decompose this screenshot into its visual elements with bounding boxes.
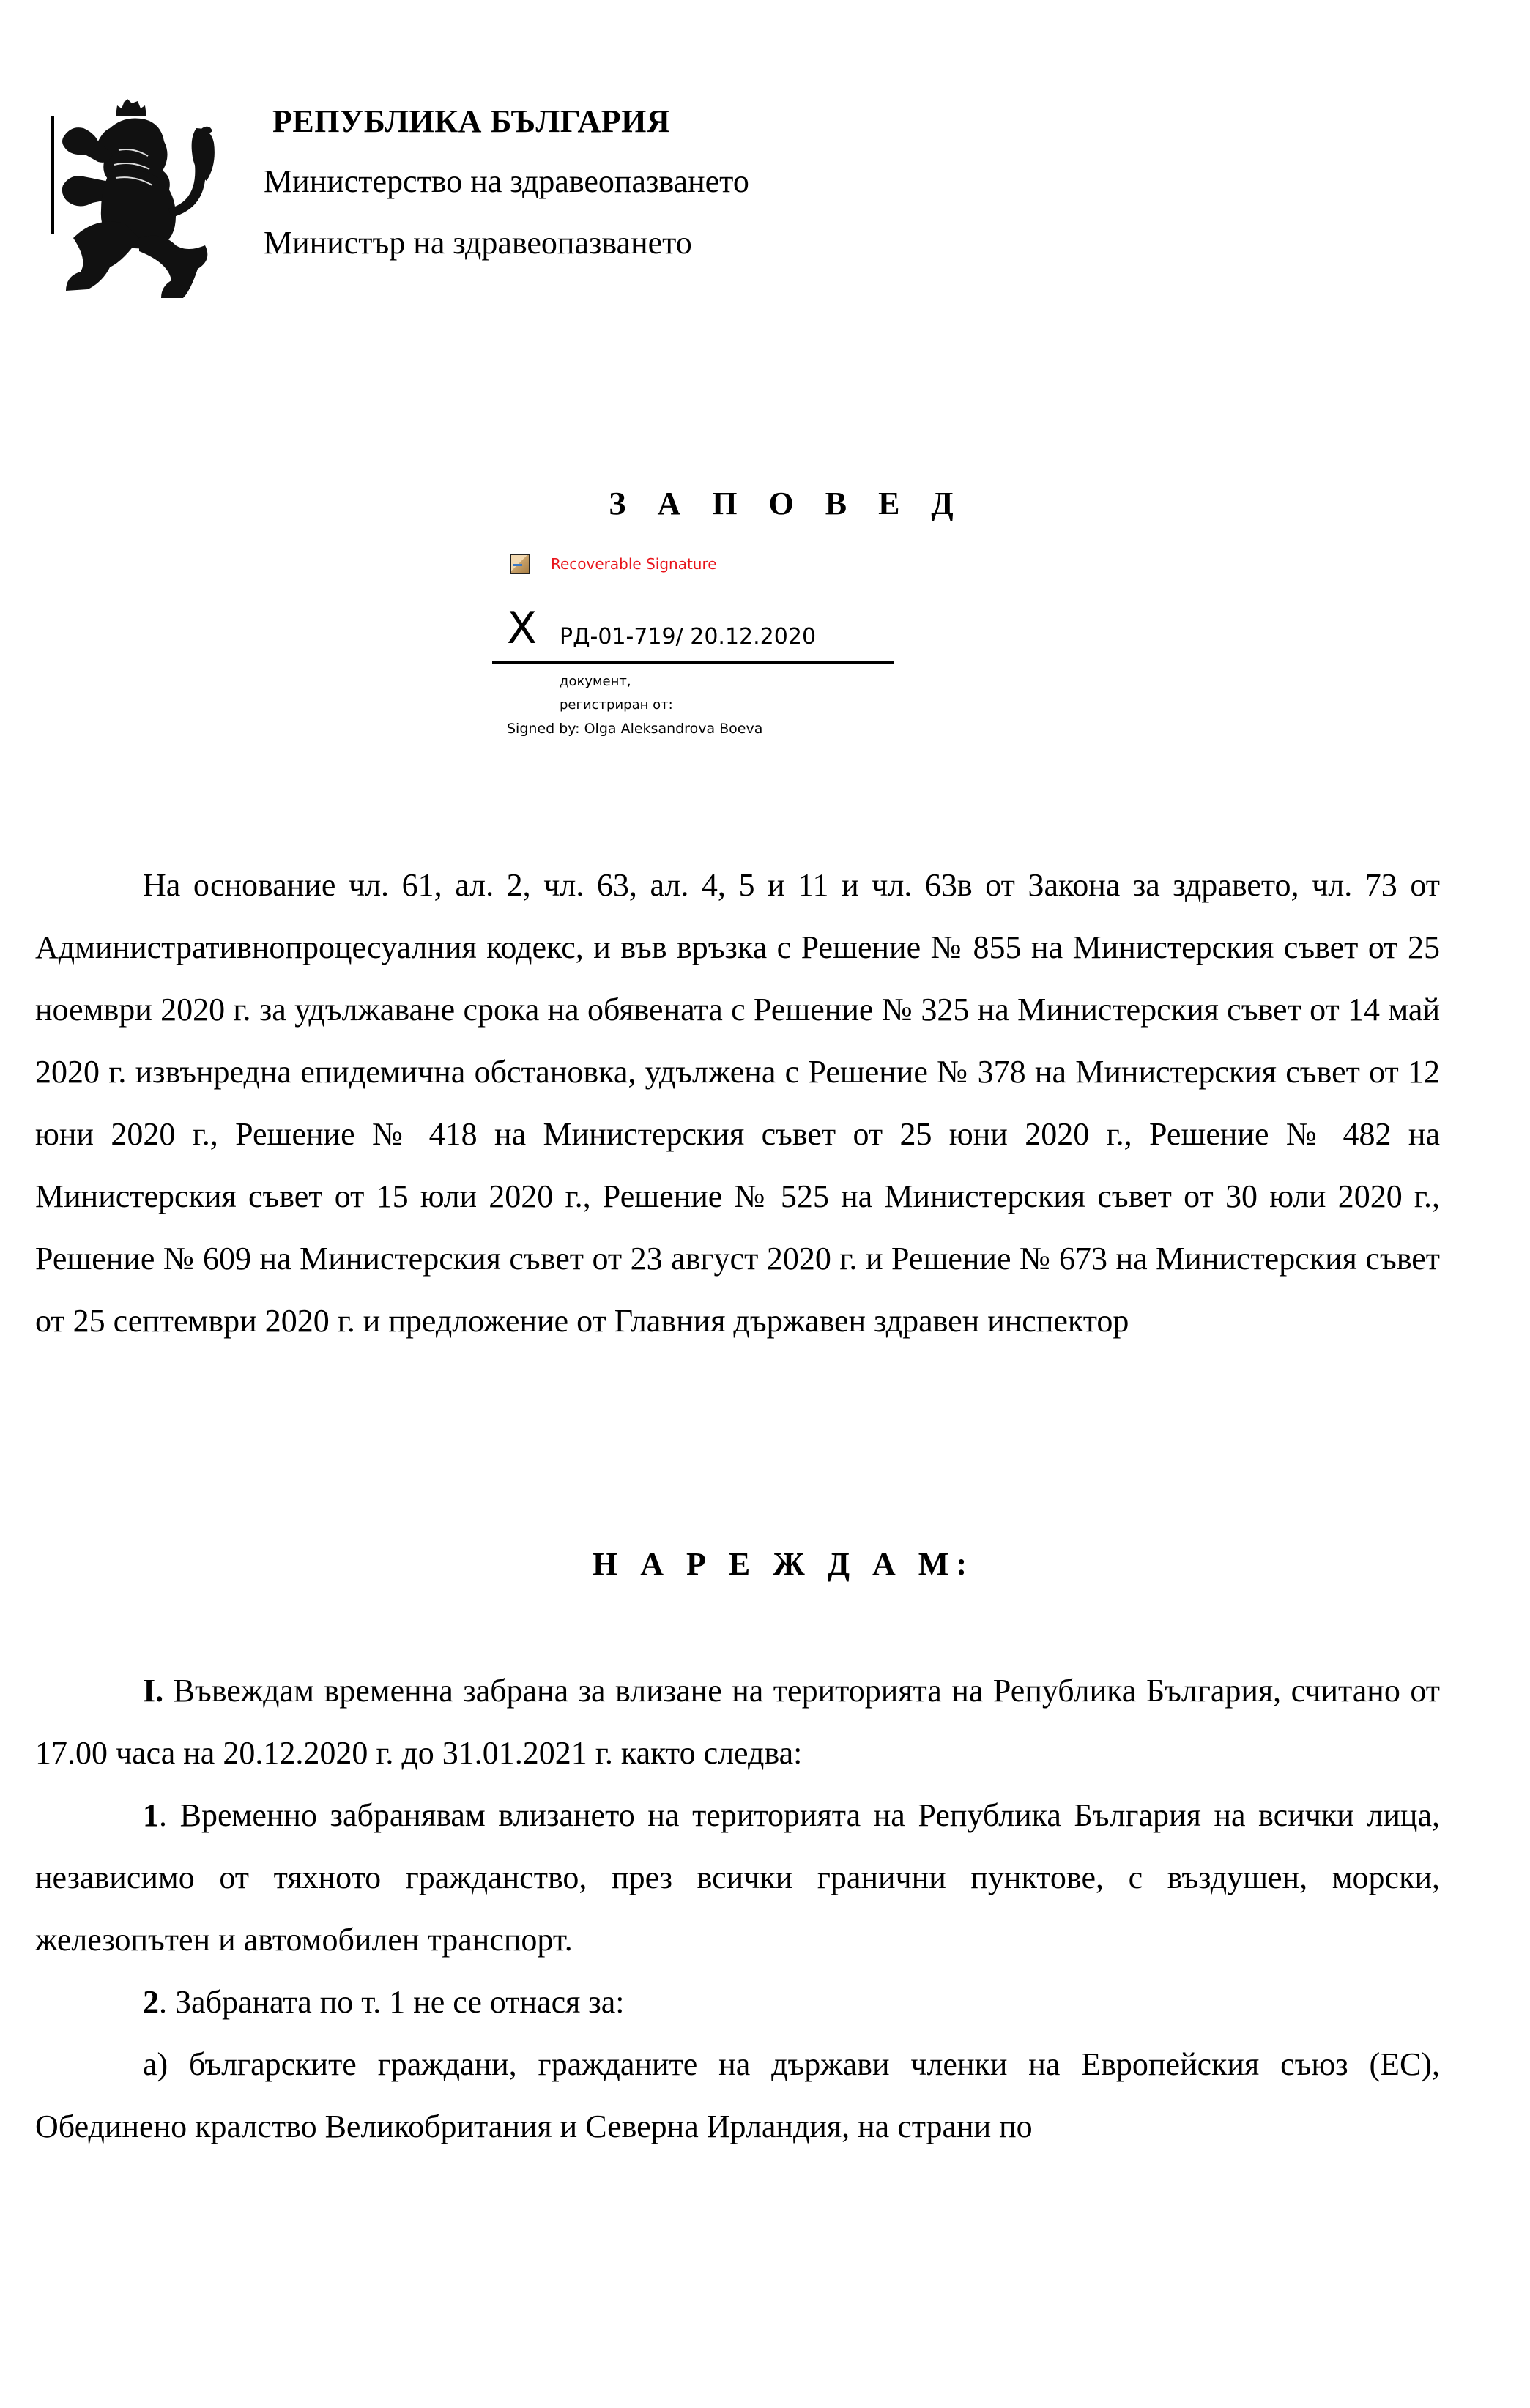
header-ministry: Министерство на здравеопазването bbox=[264, 163, 749, 199]
order-text: . Забраната по т. 1 не се отнася за: bbox=[159, 1984, 625, 2020]
order-item-2a bbox=[35, 2033, 1440, 2158]
order-marker: I. bbox=[143, 1673, 164, 1709]
signature-image-icon bbox=[510, 554, 530, 574]
header-country: РЕПУБЛИКА БЪЛГАРИЯ bbox=[272, 103, 671, 139]
order-text: Въвеждам временна забрана за влизане на територията на Република България, считано от 17.00 часа на 20.12.2020 г. до 31.01.2021 г. както следва: bbox=[35, 1673, 1440, 1771]
document-title: З А П О В Е Д bbox=[609, 486, 965, 521]
signature-line bbox=[492, 661, 894, 664]
signature-status: Recoverable Signature bbox=[551, 555, 717, 573]
order-marker: 1 bbox=[143, 1797, 159, 1833]
signature-mark: X bbox=[507, 603, 538, 654]
order-item-2 bbox=[35, 1971, 1440, 2033]
header-minister: Министър на здравеопазването bbox=[264, 225, 692, 261]
emblem-divider bbox=[51, 116, 54, 234]
document-number: РД-01-719/ 20.12.2020 bbox=[560, 624, 817, 650]
signature-caption-document: документ, bbox=[560, 674, 631, 689]
order-marker: 2 bbox=[143, 1984, 159, 2020]
coat-of-arms-lion-icon bbox=[59, 99, 216, 300]
signature-caption-registered: регистриран от: bbox=[560, 697, 673, 713]
order-text: . Временно забранявам влизането на територията на Република България на всички лица, независимо от тяхното гражданство, през всички гранични пунктове, с въздушен, морски, железопътен и автомобилен транспорт. bbox=[35, 1797, 1440, 1958]
order-item-I bbox=[35, 1660, 1440, 1784]
digital-signature-block[interactable] bbox=[492, 548, 894, 747]
signed-by: Signed by: Olga Aleksandrova Boeva bbox=[507, 721, 763, 737]
order-item-1 bbox=[35, 1784, 1440, 1971]
basis-section bbox=[35, 854, 1440, 1352]
order-text: а) българските граждани, гражданите на държави членки на Европейския съюз (ЕС), Обединено кралство Великобритания и Северна Ирландия, на страни по bbox=[35, 2046, 1440, 2144]
order-heading: Н А Р Е Ж Д А М: bbox=[593, 1546, 974, 1582]
basis-paragraph: На основание чл. 61, ал. 2, чл. 63, ал. 4, 5 и 11 и чл. 63в от Закона за здравето, чл. 73 от Административнопроцесуалния кодекс, и във връзка с Решение № 855 на Министерския съвет от 25 ноември 2020 г. за удължаване срока на обявената с Решение № 325 на Министерския съвет от 14 май 2020 г. извънредна епидемична обстановка, удължена с Решение № 378 на Министерския съвет от 12 юни 2020 г., Решение № 418 на Министерския съвет от 25 юни 2020 г., Решение № 482 на Министерския съвет от 15 юли 2020 г., Решение № 525 на Министерския съвет от 30 юли 2020 г., Решение № 609 на Министерския съвет от 23 август 2020 г. и Решение № 673 на Министерския съвет от 25 септември 2020 г. и предложение от Главния държавен здравен инспектор bbox=[35, 867, 1440, 1339]
orders-section bbox=[35, 1660, 1440, 2158]
